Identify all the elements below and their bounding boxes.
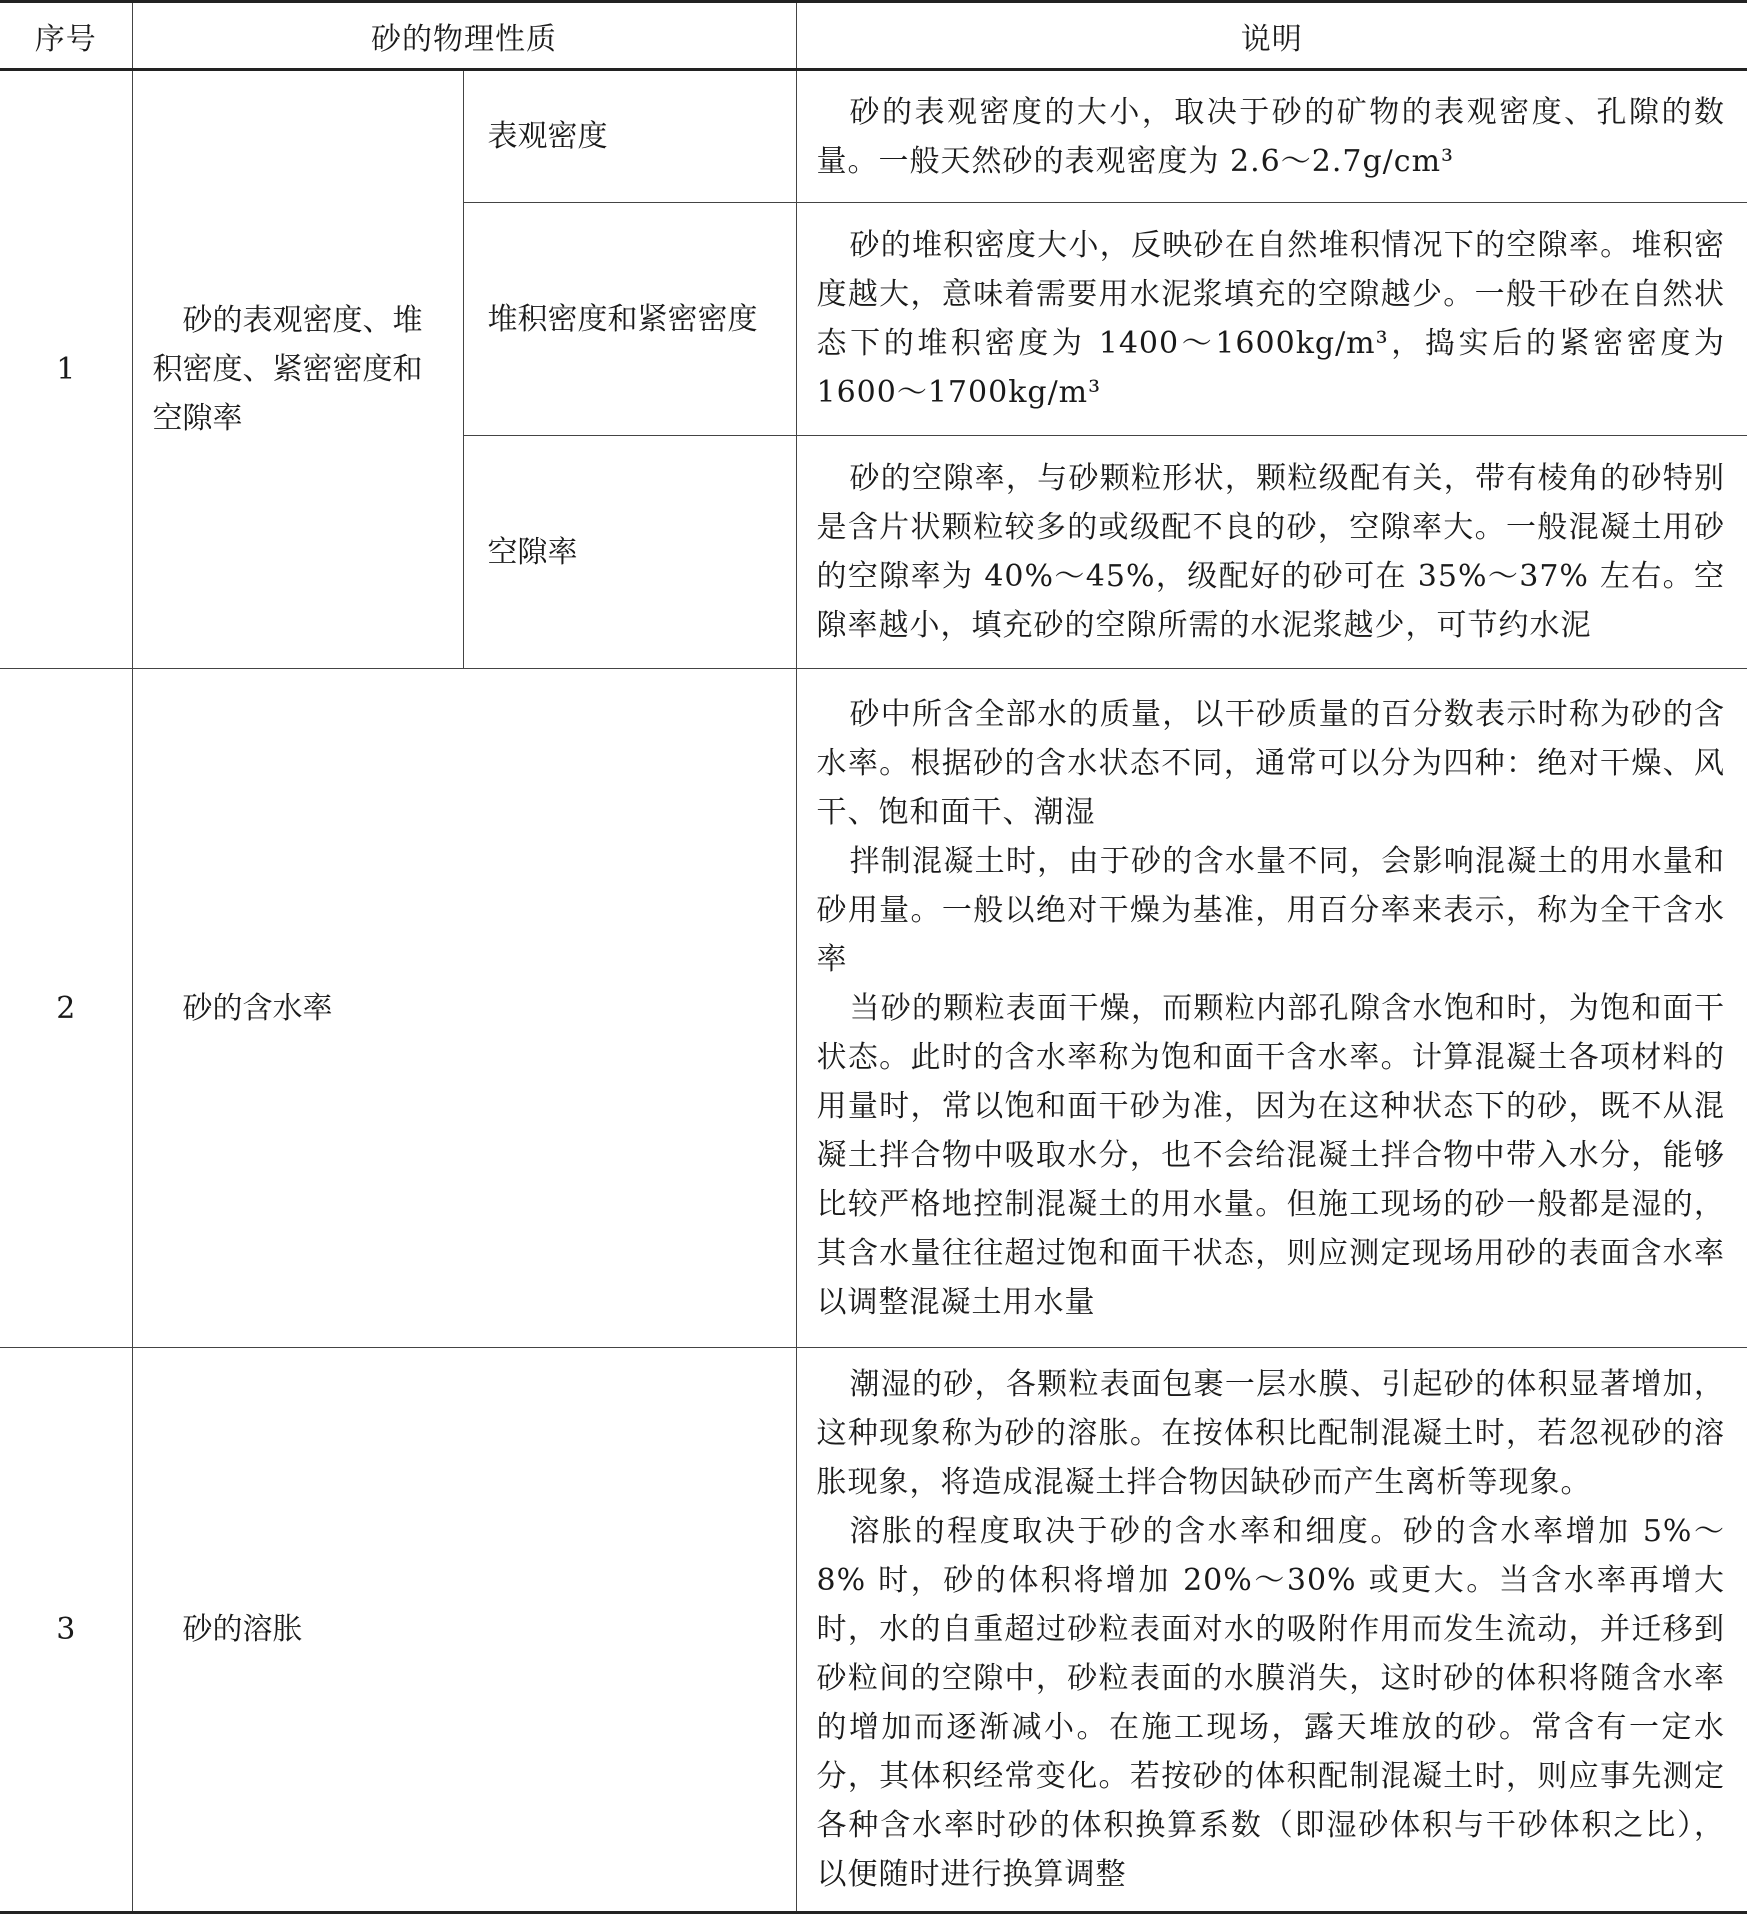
property-name-text: 砂的溶胀 [182, 1612, 303, 1647]
sub-property-name [463, 436, 796, 669]
description-paragraph: 砂中所含全部水的质量，以干砂质量的百分数表示时称为砂的含水率。根据砂的含水状态不同，通常可以分为四种：绝对干燥、风干、饱和面干、潮湿 [816, 696, 1725, 830]
header-no: 序号 [0, 2, 132, 70]
table-row [0, 70, 1747, 203]
table-body [0, 70, 1747, 1913]
header-property: 砂的物理性质 [132, 2, 796, 70]
description-paragraph: 拌制混凝土时，由于砂的含水量不同，会影响混凝土的用水量和砂用量。一般以绝对干燥为基准，用百分率来表示，称为全干含水率 [816, 843, 1725, 977]
sub-property-text: 表观密度 [487, 119, 608, 154]
sub-property-name [463, 203, 796, 436]
description-paragraph: 砂的空隙率，与砂颗粒形状，颗粒级配有关，带有棱角的砂特别是含片状颗粒较多的或级配不良的砂，空隙率大。一般混凝土用砂的空隙率为 40%～45%，级配好的砂可在 35%～37% 左右。空隙率越小，填充砂的空隙所需的水泥浆越少，可节约水泥 [816, 461, 1725, 643]
header-description: 说明 [796, 2, 1747, 70]
row-number: 1 [0, 70, 132, 669]
sub-property-text: 空隙率 [487, 534, 578, 570]
property-name [132, 1348, 796, 1913]
table-row [0, 669, 1747, 1348]
description-paragraph: 溶胀的程度取决于砂的含水率和细度。砂的含水率增加 5%～8% 时，砂的体积将增加 20%～30% 或更大。当含水率再增大时，水的自重超过砂粒表面对水的吸附作用而发生流动，并迁移到砂粒间的空隙中，砂粒表面的水膜消失，这时砂的体积将随含水率的增加而逐渐减小。在施工现场，露天堆放的砂。常含有一定水分，其体积经常变化。若按砂的体积配制混凝土时，则应事先测定各种含水率时砂的体积换算系数（即湿砂体积与干砂体积之比），以便随时进行换算调整 [816, 1514, 1725, 1892]
table-header [0, 2, 1747, 70]
row-number: 2 [0, 669, 132, 1348]
property-name-text: 砂的含水率 [182, 990, 333, 1026]
property-name [132, 70, 463, 669]
description-paragraph: 砂的堆积密度大小，反映砂在自然堆积情况下的空隙率。堆积密度越大，意味着需要用水泥浆填充的空隙越少。一般干砂在自然状态下的堆积密度为 1400～1600kg/m³，捣实后的紧密密度为 1600～1700kg/m³ [816, 228, 1725, 410]
sub-property-name [463, 70, 796, 203]
description-cell [796, 669, 1747, 1348]
row-number: 3 [0, 1348, 132, 1913]
description-paragraph: 砂的表观密度的大小，取决于砂的矿物的表观密度、孔隙的数量。一般天然砂的表观密度为 2.6～2.7g/cm³ [816, 94, 1725, 179]
property-name [132, 669, 796, 1348]
description-paragraph: 当砂的颗粒表面干燥，而颗粒内部孔隙含水饱和时，为饱和面干状态。此时的含水率称为饱和面干含水率。计算混凝土各项材料的用量时，常以饱和面干砂为准，因为在这种状态下的砂，既不从混凝土拌合物中吸取水分，也不会给混凝土拌合物中带入水分，能够比较严格地控制混凝土的用水量。但施工现场的砂一般都是湿的，其含水量往往超过饱和面干状态，则应测定现场用砂的表面含水率以调整混凝土用水量 [816, 990, 1725, 1320]
header-row [0, 2, 1747, 70]
property-name-text: 砂的表观密度、堆积密度、紧密密度和空隙率 [152, 303, 423, 436]
description-cell [796, 436, 1747, 669]
table-row [0, 1348, 1747, 1913]
sub-property-text: 堆积密度和紧密密度 [487, 301, 758, 337]
description-cell [796, 70, 1747, 203]
description-paragraph: 潮湿的砂，各颗粒表面包裹一层水膜、引起砂的体积显著增加，这种现象称为砂的溶胀。在按体积比配制混凝土时，若忽视砂的溶胀现象，将造成混凝土拌合物因缺砂而产生离析等现象。 [816, 1367, 1725, 1500]
description-cell [796, 203, 1747, 436]
description-cell [796, 1348, 1747, 1913]
